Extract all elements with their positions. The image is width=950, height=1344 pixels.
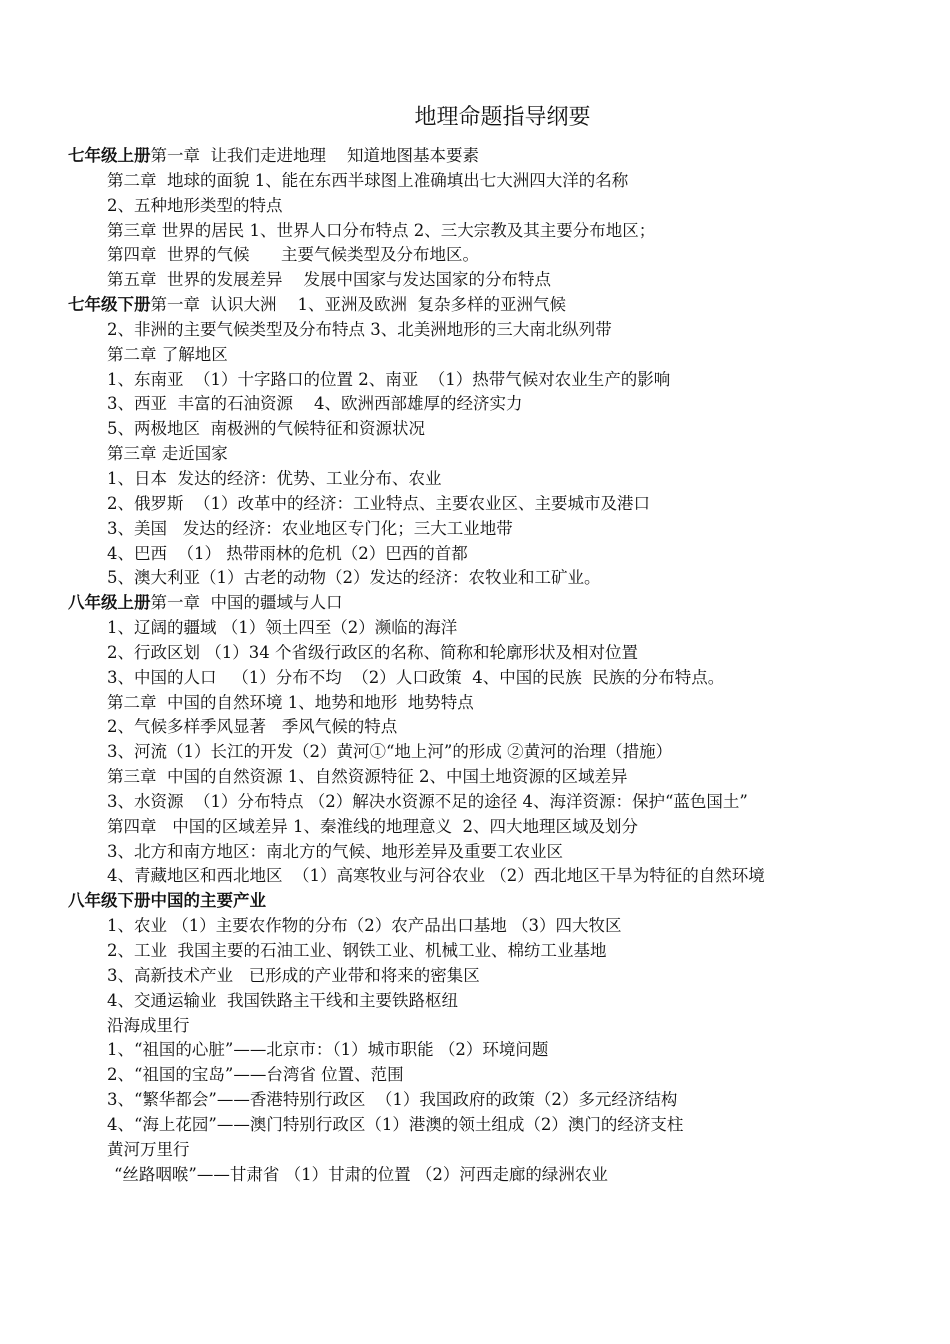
line-text: 2、工业 我国主要的石油工业、钢铁工业、机械工业、棉纺工业基地 [107,941,607,960]
line-text: 5、澳大利亚（1）古老的动物（2）发达的经济：农牧业和工矿业。 [107,568,601,588]
text-line [68,914,928,939]
text-line [68,591,928,616]
line-text: 沿海成里行 [107,1015,190,1035]
text-line [68,765,928,790]
line-text: 3、高新技术产业 已形成的产业带和将来的密集区 [107,965,480,985]
line-text: 1、农业 （1）主要农作物的分布（2）农产品出口基地 （3）四大牧区 [107,916,622,936]
line-text: 4、巴西 （1） 热带雨林的危机（2）巴西的首都 [107,543,468,563]
text-line [68,517,928,542]
text-line [68,616,928,641]
line-text: 1、日本 发达的经济：优势、工业分布、农业 [107,468,442,488]
line-text: 2、“祖国的宝岛”——台湾省 位置、范围 [107,1065,404,1085]
grade-heading: 七年级下册 [68,295,151,315]
line-text: 第一章 认识大洲 1、亚洲及欧洲 复杂多样的亚洲气候 [150,295,566,315]
line-text: 3、中国的人口 （1）分布不均 （2）人口政策 4、中国的民族 民族的分布特点。 [107,667,725,687]
line-text: “丝路咽喉”——甘肃省 （1）甘肃的位置 （2）河西走廊的绿洲农业 [114,1164,608,1184]
line-text: 第一章 让我们走进地理 知道地图基本要素 [150,146,479,165]
line-text: 1、“祖国的心脏”——北京市：（1）城市职能 （2）环境问题 [107,1040,549,1060]
text-line [68,293,928,318]
line-text: 3、“繁华都会”——香港特别行政区 （1）我国政府的政策（2）多元经济结构 [107,1090,678,1110]
line-text: 3、河流（1）长江的开发（2）黄河①“地上河”的形成 ②黄河的治理（措施） [107,742,673,762]
line-text: 第二章 地球的面貌 1、能在东西半球图上准确填出七大洲四大洋的名称 [107,170,629,190]
text-line [68,318,928,343]
line-text: 第二章 中国的自然环境 1、地势和地形 地势特点 [107,692,474,712]
text-line [68,343,928,368]
line-text: 2、俄罗斯 （1）改革中的经济：工业特点、主要农业区、主要城市及港口 [107,493,650,513]
text-line [68,840,928,865]
text-line [68,939,928,964]
line-text: 第三章 走近国家 [107,444,228,464]
line-text: 3、水资源 （1）分布特点 （2）解决水资源不足的途径 4、海洋资源：保护“蓝色国土” [107,791,748,811]
text-line [68,864,928,889]
text-line [68,194,928,219]
text-line [68,790,928,815]
line-text: 第二章 了解地区 [107,344,228,364]
text-line [68,1063,928,1088]
line-text: 1、辽阔的疆域 （1）领土四至（2）濒临的海洋 [107,618,458,638]
line-text: 第四章 中国的区域差异 1、秦淮线的地理意义 2、四大地理区域及划分 [107,816,638,836]
text-line [68,566,928,591]
line-text: 第三章 世界的居民 1、世界人口分布特点 2、三大宗教及其主要分布地区； [107,220,656,240]
text-line [68,1113,928,1138]
line-text: 1、东南亚 （1）十字路口的位置 2、南亚 （1）热带气候对农业生产的影响 [107,369,671,389]
line-text: 2、五种地形类型的特点 [107,195,283,215]
line-text: 第四章 世界的气候 主要气候类型及分布地区。 [107,245,479,265]
text-line [68,268,928,293]
text-line [68,889,928,914]
text-line [68,368,928,393]
document-body [68,144,928,1187]
text-line [68,1038,928,1063]
line-text: 第三章 中国的自然资源 1、自然资源特征 2、中国土地资源的区域差异 [107,767,628,787]
text-line [68,740,928,765]
text-line [68,989,928,1014]
text-line [68,1088,928,1113]
text-line [68,169,928,194]
text-line [68,542,928,567]
text-line [68,1138,928,1163]
line-text: 5、两极地区 南极洲的气候特征和资源状况 [107,419,425,439]
text-line [68,715,928,740]
text-line [68,964,928,989]
line-text: 第五章 世界的发展差异 发展中国家与发达国家的分布特点 [107,270,551,290]
grade-heading: 七年级上册 [68,146,151,165]
line-text: 2、非洲的主要气候类型及分布特点 3、北美洲地形的三大南北纵列带 [107,319,612,339]
text-line [68,666,928,691]
grade-heading: 八年级上册 [68,593,151,613]
text-line [68,243,928,268]
line-text: 4、青藏地区和西北地区 （1）高寒牧业与河谷农业 （2）西北地区干旱为特征的自然环境 [107,866,765,886]
text-line [68,219,928,244]
text-line [68,467,928,492]
line-text: 3、美国 发达的经济：农业地区专门化；三大工业地带 [107,518,513,538]
text-line [68,417,928,442]
line-text: 第一章 中国的疆域与人口 [150,593,343,613]
text-line [68,492,928,517]
document-title: 地理命题指导纲要 [414,105,591,130]
line-text: 4、交通运输业 我国铁路主干线和主要铁路枢纽 [107,990,458,1010]
text-line [68,392,928,417]
text-line [68,1014,928,1039]
line-text: 2、行政区划 （1）34 个省级行政区的名称、简称和轮廓形状及相对位置 [107,642,638,662]
text-line [68,641,928,666]
text-line [68,1163,928,1188]
text-line [68,442,928,467]
line-text: 3、北方和南方地区：南北方的气候、地形差异及重要工农业区 [107,841,563,861]
text-line [68,691,928,716]
text-line [68,815,928,840]
line-text: 3、西亚 丰富的石油资源 4、欧洲西部雄厚的经济实力 [107,394,523,414]
grade-heading: 八年级下册中国的主要产业 [68,891,266,911]
line-text: 黄河万里行 [107,1139,190,1159]
line-text: 2、气候多样季风显著 季风气候的特点 [107,717,398,737]
text-line [68,144,928,169]
line-text: 4、“海上花园”——澳门特别行政区（1）港澳的领土组成（2）澳门的经济支柱 [107,1114,684,1134]
